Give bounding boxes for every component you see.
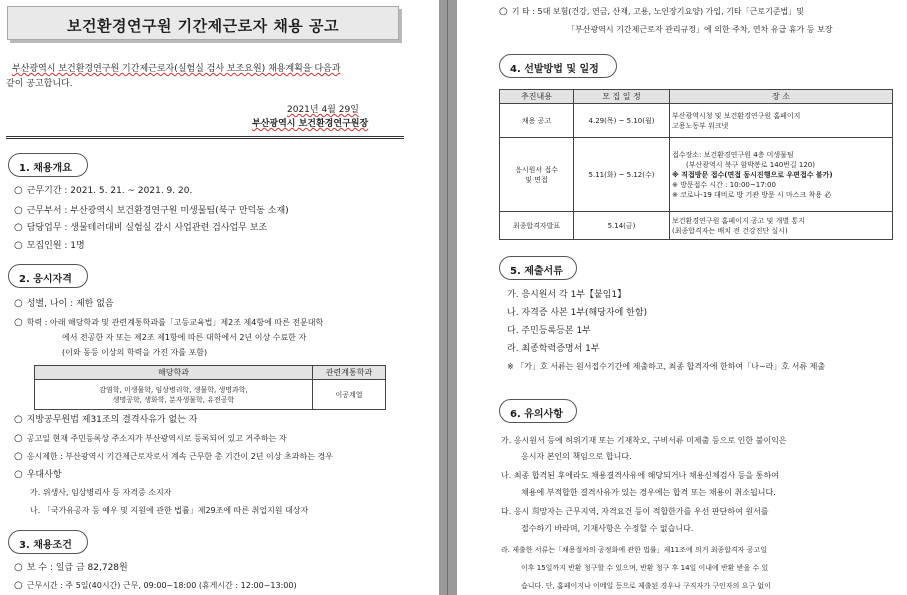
row3-place [670,212,893,240]
row2-date: 5.11(화) ~ 5.12(수) [574,138,670,212]
sec6-item-d-line-3: 습니다. 단, 홈페이지나 이메일 등으로 제출된 경우나 구직자가 구인자의 요구 없이 [521,582,771,590]
intro-text-1: 부산광역시 보건환경연구원 기간제근로자(실험실 검사 보조요원) 채용계획을 다음과 [12,64,341,74]
title-banner [7,6,399,40]
sec2-item-2-text: 학력 : 아래 해당학과 및 관련계통학과를「고등교육법」제2조 제4항에 따른 전문대학 [26,318,324,327]
row1-task: 채용 공고 [500,104,574,138]
circle-bullet-icon: ○ [14,205,23,216]
circle-bullet-icon: ○ [14,222,23,233]
circle-bullet-icon: ○ [14,580,23,591]
circle-bullet-icon: ○ [14,240,23,251]
row1-date: 4.29(목) ~ 5.10(월) [574,104,670,138]
divider-rule [6,136,404,139]
row2-place [670,138,893,212]
sec1-item-4 [14,240,85,252]
circle-bullet-icon: ○ [14,562,23,573]
sec1-item-2-text: 근무부서 : 부산광역시 보건환경연구원 미생물팀(북구 만덕동 소재) [26,206,289,216]
row3-date: 5.14(금) [574,212,670,240]
row2-task [500,138,574,212]
row2-place-line-5: ※ 코로나-19 대비로 방 기관 방문 시 마스크 착용 必 [672,190,832,199]
circle-bullet-icon: ○ [499,6,508,17]
row2-place-line-1: 접수장소: 보건환경연구원 4층 미생물팀 [672,150,794,159]
sec2-item-6 [14,469,62,481]
sec1-item-1 [14,185,192,197]
row3-place-line-1: 보건환경연구원 홈페이지 공고 및 개별 통지 [672,216,805,225]
circle-bullet-icon: ○ [14,298,23,309]
sec2-item-3-text: 지방공무원법 제31조의 결격사유가 없는 자 [26,415,198,425]
schedule-table [499,89,893,240]
table-header-majors: 해당학과 [35,366,313,380]
signer-text: 부산광역시 보건환경연구원장 [252,119,369,129]
sec2-item-1-text: 성별, 나이 : 제한 없음 [26,299,114,309]
other-benefits-line-2: 「부산광역시 기간제근로자 관리규정」에 의한 주차, 연차 유급 휴가 등 보장 [567,25,833,34]
other-benefits-text: 기 타 : 5대 보험(건강, 연금, 산재, 고용, 노인장기요양) 가입, 기타「근로기준법」및 [511,7,805,16]
sec2-item-2 [14,317,323,329]
table-row [35,380,386,410]
announcement-date [287,104,359,116]
section-6-heading: 6. 유의사항 [499,399,577,423]
sec5-item-2: 나. 자격증 사본 1부(해당자에 한함) [507,308,648,318]
schedule-header-date: 모 집 일 정 [574,90,670,104]
row1-place [670,104,893,138]
sec2-item-4-text: 공고일 현재 주민등록상 주소지가 부산광역시로 등록되어 있고 거주하는 자 [26,434,287,443]
schedule-header-task: 추진내용 [500,90,574,104]
majors-line-1: 감염학, 미생물학, 임상병리학, 생물학, 생명과학, [99,385,248,394]
other-benefits-line-1 [499,6,804,18]
section-1-heading: 1. 채용개요 [8,153,88,177]
document-page-left [0,0,439,595]
table-row [500,212,893,240]
signer [252,118,368,130]
row3-place-line-2: (최종합격자는 배치 전 건강진단 실시) [672,226,788,235]
schedule-header-place: 장 소 [670,90,893,104]
sec3-item-1 [14,562,128,574]
sec2-item-5-text: 응시제한 : 부산광역시 기간제근로자로서 계속 근무한 총 기간이 2년 이상 초과하는 경우 [26,452,333,461]
sec2-item-6-text: 우대사항 [26,470,62,480]
circle-bullet-icon: ○ [14,433,23,444]
sec3-item-2-text: 근무시간 : 주 5일(40시간) 근무, 09:00~18:00 (휴게시간 : 12:00~13:00) [26,581,297,590]
section-2-heading: 2. 응시자격 [8,264,88,288]
sec2-subitem-2: 나. 「국가유공자 등 예우 및 지원에 관한 법률」제29조에 따른 취업지원 대상자 [30,506,309,515]
sec1-item-3-text: 담당업무 : 생물테러대비 실험실 감시 사업관련 검사업무 보조 [26,223,268,233]
row2-place-line-2: (부산광역시 북구 함박봉로 140번길 120) [686,160,815,169]
sec2-item-2-line-2: 에서 전공한 자 또는 제2조 제1항에 따른 대학에서 2년 이상 수료한 자 [62,333,307,342]
sec5-item-1: 가. 응시원서 각 1부【붙임1】 [507,290,627,300]
row2-task-line-2: 및 면접 [525,175,548,184]
table-header-row [500,90,893,104]
circle-bullet-icon: ○ [14,414,23,425]
document-page-right [457,0,907,595]
date-text: 2021년 4월 29일 [287,105,359,115]
page-gutter [439,0,457,595]
sec3-item-1-text: 보 수 : 일급 금 82,728원 [26,563,128,573]
sec1-item-2 [14,205,289,217]
sec2-item-3 [14,414,197,426]
intro-line-2: 같이 공고합니다. [6,79,73,89]
section-3-heading: 3. 채용조건 [8,530,88,554]
sec6-item-b: 나. 최종 합격된 후에라도 채용결격사유에 해당되거나 채용신체검사 등을 통하여 [501,471,779,480]
sec1-item-1-text: 근무기간 : 2021. 5. 21. ~ 2021. 9. 20. [26,186,193,196]
sec6-item-d-line-2: 이후 15일까지 반환 청구할 수 있으며, 반환 청구 후 14일 이내에 반환 받을 수 있 [521,564,769,572]
page-title: 보건환경연구원 기간제근로자 채용 공고 [67,17,339,35]
row3-task: 최종합격자발표 [500,212,574,240]
sec6-item-c: 다. 응시 희망자는 근무지역, 자격요건 등이 적합한가를 우선 판단하여 원서를 [501,507,769,516]
table-cell-majors [35,380,313,410]
section-4-heading: 4. 선발방법 및 일정 [499,54,617,78]
sec3-item-2 [14,580,297,592]
circle-bullet-icon: ○ [14,317,23,328]
intro-line-1 [12,63,340,75]
sec6-item-b-line-2: 채용에 부적합한 결격사유가 있는 경우에는 합격 또는 채용이 취소됩니다. [521,488,776,497]
sec5-item-3: 다. 주민등록등본 1부 [507,326,591,336]
sec5-item-4: 라. 최종학력증명서 1부 [507,344,600,354]
majors-table [34,365,386,410]
table-row [500,138,893,212]
sec6-item-c-line-2: 접수하기 바라며, 기재사항은 수정할 수 없습니다. [521,524,694,533]
table-header-related: 관련계통학과 [313,366,386,380]
table-cell-related: 이공계열 [313,380,386,410]
circle-bullet-icon: ○ [14,185,23,196]
row2-place-line-4: ※ 방문접수 시간 : 10:00~17:00 [672,180,776,189]
sec6-item-a: 가. 응시원서 등에 허위기재 또는 기재착오, 구비서류 미제출 등으로 인한 불이익은 [501,436,787,445]
sec2-item-1 [14,298,114,310]
sec6-item-a-line-2: 응시자 본인의 책임으로 합니다. [521,452,632,461]
sec1-item-4-text: 모집인원 : 1명 [26,241,85,251]
sec2-item-4 [14,433,287,445]
circle-bullet-icon: ○ [14,469,23,480]
section-5-heading: 5. 제출서류 [499,256,577,280]
sec5-note: ※ 「가」호 서류는 원서접수기간에 제출하고, 최종 합격자에 한하여「나~라」호 서류 제출 [507,362,826,371]
sec2-item-5 [14,451,333,463]
majors-line-2: 생명공학, 생화학, 분자생물학, 유전공학 [112,395,235,404]
row1-place-line-2: 고용노동부 워크넷 [672,121,729,130]
row1-place-line-1: 부산광역시청 및 보건환경연구원 홈페이지 [672,111,801,120]
sec2-item-2-line-3: (이와 동등 이상의 학력을 가진 자를 포함) [62,348,208,357]
sec2-subitem-1: 가. 위생사, 임상병리사 등 자격증 소지자 [30,488,172,497]
sec6-item-d: 라. 제출한 서류는「채용절차의 공정화에 관한 법률」제11조에 의거 최종합격자 공고일 [501,546,768,554]
row2-task-line-1: 응시원서 접수 [515,165,558,174]
sec1-item-3 [14,222,267,234]
table-row [500,104,893,138]
page-separator [447,0,448,595]
circle-bullet-icon: ○ [14,451,23,462]
row2-place-line-3: ※ 직접방문 접수(면접 동시진행으로 우편접수 불가) [672,170,833,179]
table-header-row [35,366,386,380]
